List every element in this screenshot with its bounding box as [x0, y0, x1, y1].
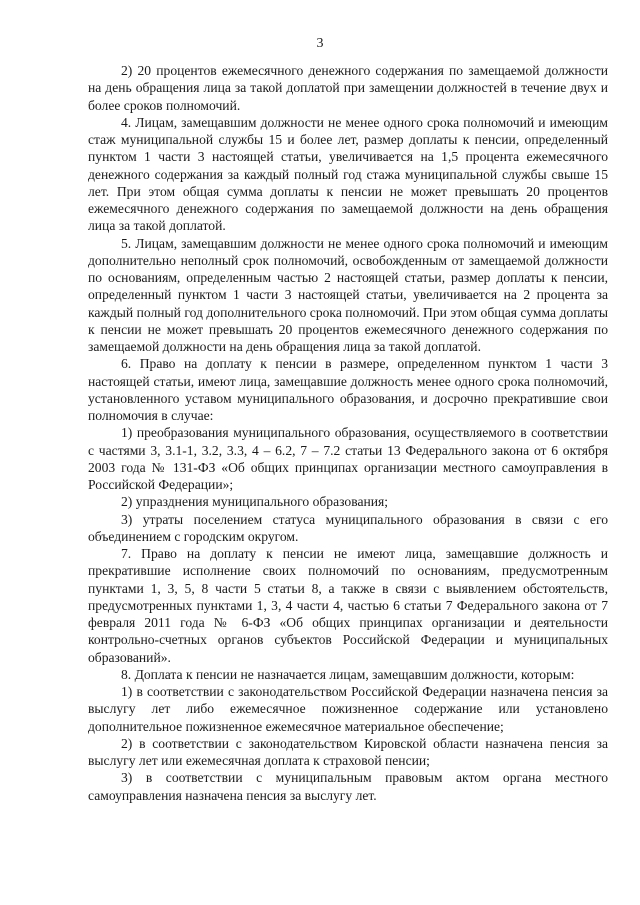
paragraph-2-item-2: 2) 20 процентов ежемесячного денежного содержания по замещаемой должности на день обращения лица за такой доплатой при замещении должностей в течение двух и более сроков полномочий.	[88, 63, 608, 113]
paragraph-4: 4. Лицам, замещавшим должности не менее одного срока полномочий и имеющим стаж муниципальной службы 15 и более лет, размер доплаты к пенсии, определенный пунктом 1 части 3 настоящей статьи, увеличивается на 1,5 процента ежемесячного денежного содержания за каждый полный год стажа муниципальной службы свыше 15 лет. При этом общая сумма доплаты к пенсии не может превышать 20 процентов ежемесячного денежного содержания по замещаемой должности на день обращения лица за такой доплатой.	[88, 114, 608, 234]
paragraph-8-item-3: 3) в соответствии с муниципальным правовым актом органа местного самоуправления назначена пенсия за выслугу лет.	[88, 770, 608, 803]
paragraph-8-item-1: 1) в соответствии с законодательством Российской Федерации назначена пенсия за выслугу лет либо ежемесячное пожизненное содержание или установлено дополнительное пожизненное ежемесячное материальное обеспечение;	[88, 684, 608, 734]
paragraph-6: 6. Право на доплату к пенсии в размере, определенном пунктом 1 части 3 настоящей статьи, имеют лица, замещавшие должность менее одного срока полномочий, установленного уставом муниципального образования, и досрочно прекратившие свои полномочия в случае:	[88, 356, 608, 423]
paragraph-5: 5. Лицам, замещавшим должности не менее одного срока полномочий и имеющим дополнительно неполный срок полномочий, освобожденным от замещаемой должности по основаниям, определенным частью 2 настоящей статьи, размер доплаты к пенсии, определенный пунктом 1 части 3 настоящей статьи, увеличивается на 2 процента за каждый полный год дополнительного срока полномочий. При этом общая сумма доплаты к пенсии не может превышать 20 процентов ежемесячного денежного содержания по замещаемой должности на день обращения лица за такой доплатой.	[88, 235, 608, 354]
paragraph-6-item-3: 3) утраты поселением статуса муниципального образования в связи с его объединением с городским округом.	[88, 511, 608, 544]
paragraph-8: 8. Доплата к пенсии не назначается лицам, замещавшим должности, которым:	[121, 666, 575, 682]
paragraph-6-item-2: 2) упразднения муниципального образования;	[121, 494, 389, 510]
paragraph-7: 7. Право на доплату к пенсии не имеют лица, замещавшие должность и прекратившие исполнение своих полномочий по основаниям, предусмотренным пунктами 1, 3, 5, 8 части 5 статьи 8, а также в связи с выявлением обстоятельств, предусмотренных пунктами 1, 3, 4 части 4, частью 6 статьи 7 Федерального закона от 7 февраля 2011 года № 6-ФЗ «Об общих принципах организации и деятельности контрольно-счетных органов субъектов Российской Федерации и муниципальных образований».	[88, 546, 608, 665]
page-number: 3	[316, 36, 324, 51]
document-body	[88, 62, 608, 804]
paragraph-6-item-1: 1) преобразования муниципального образования, осуществляемого в соответствии с частями 3, 3.1-1, 3.2, 3.3, 4 – 6.2, 7 – 7.2 статьи 13 Федерального закона от 6 октября 2003 года № 131-ФЗ «Об общих принципах организации местного самоуправления в Российской Федерации»;	[88, 425, 608, 492]
paragraph-8-item-2: 2) в соответствии с законодательством Кировской области назначена пенсия за выслугу лет или ежемесячная доплата к страховой пенсии;	[88, 735, 608, 768]
